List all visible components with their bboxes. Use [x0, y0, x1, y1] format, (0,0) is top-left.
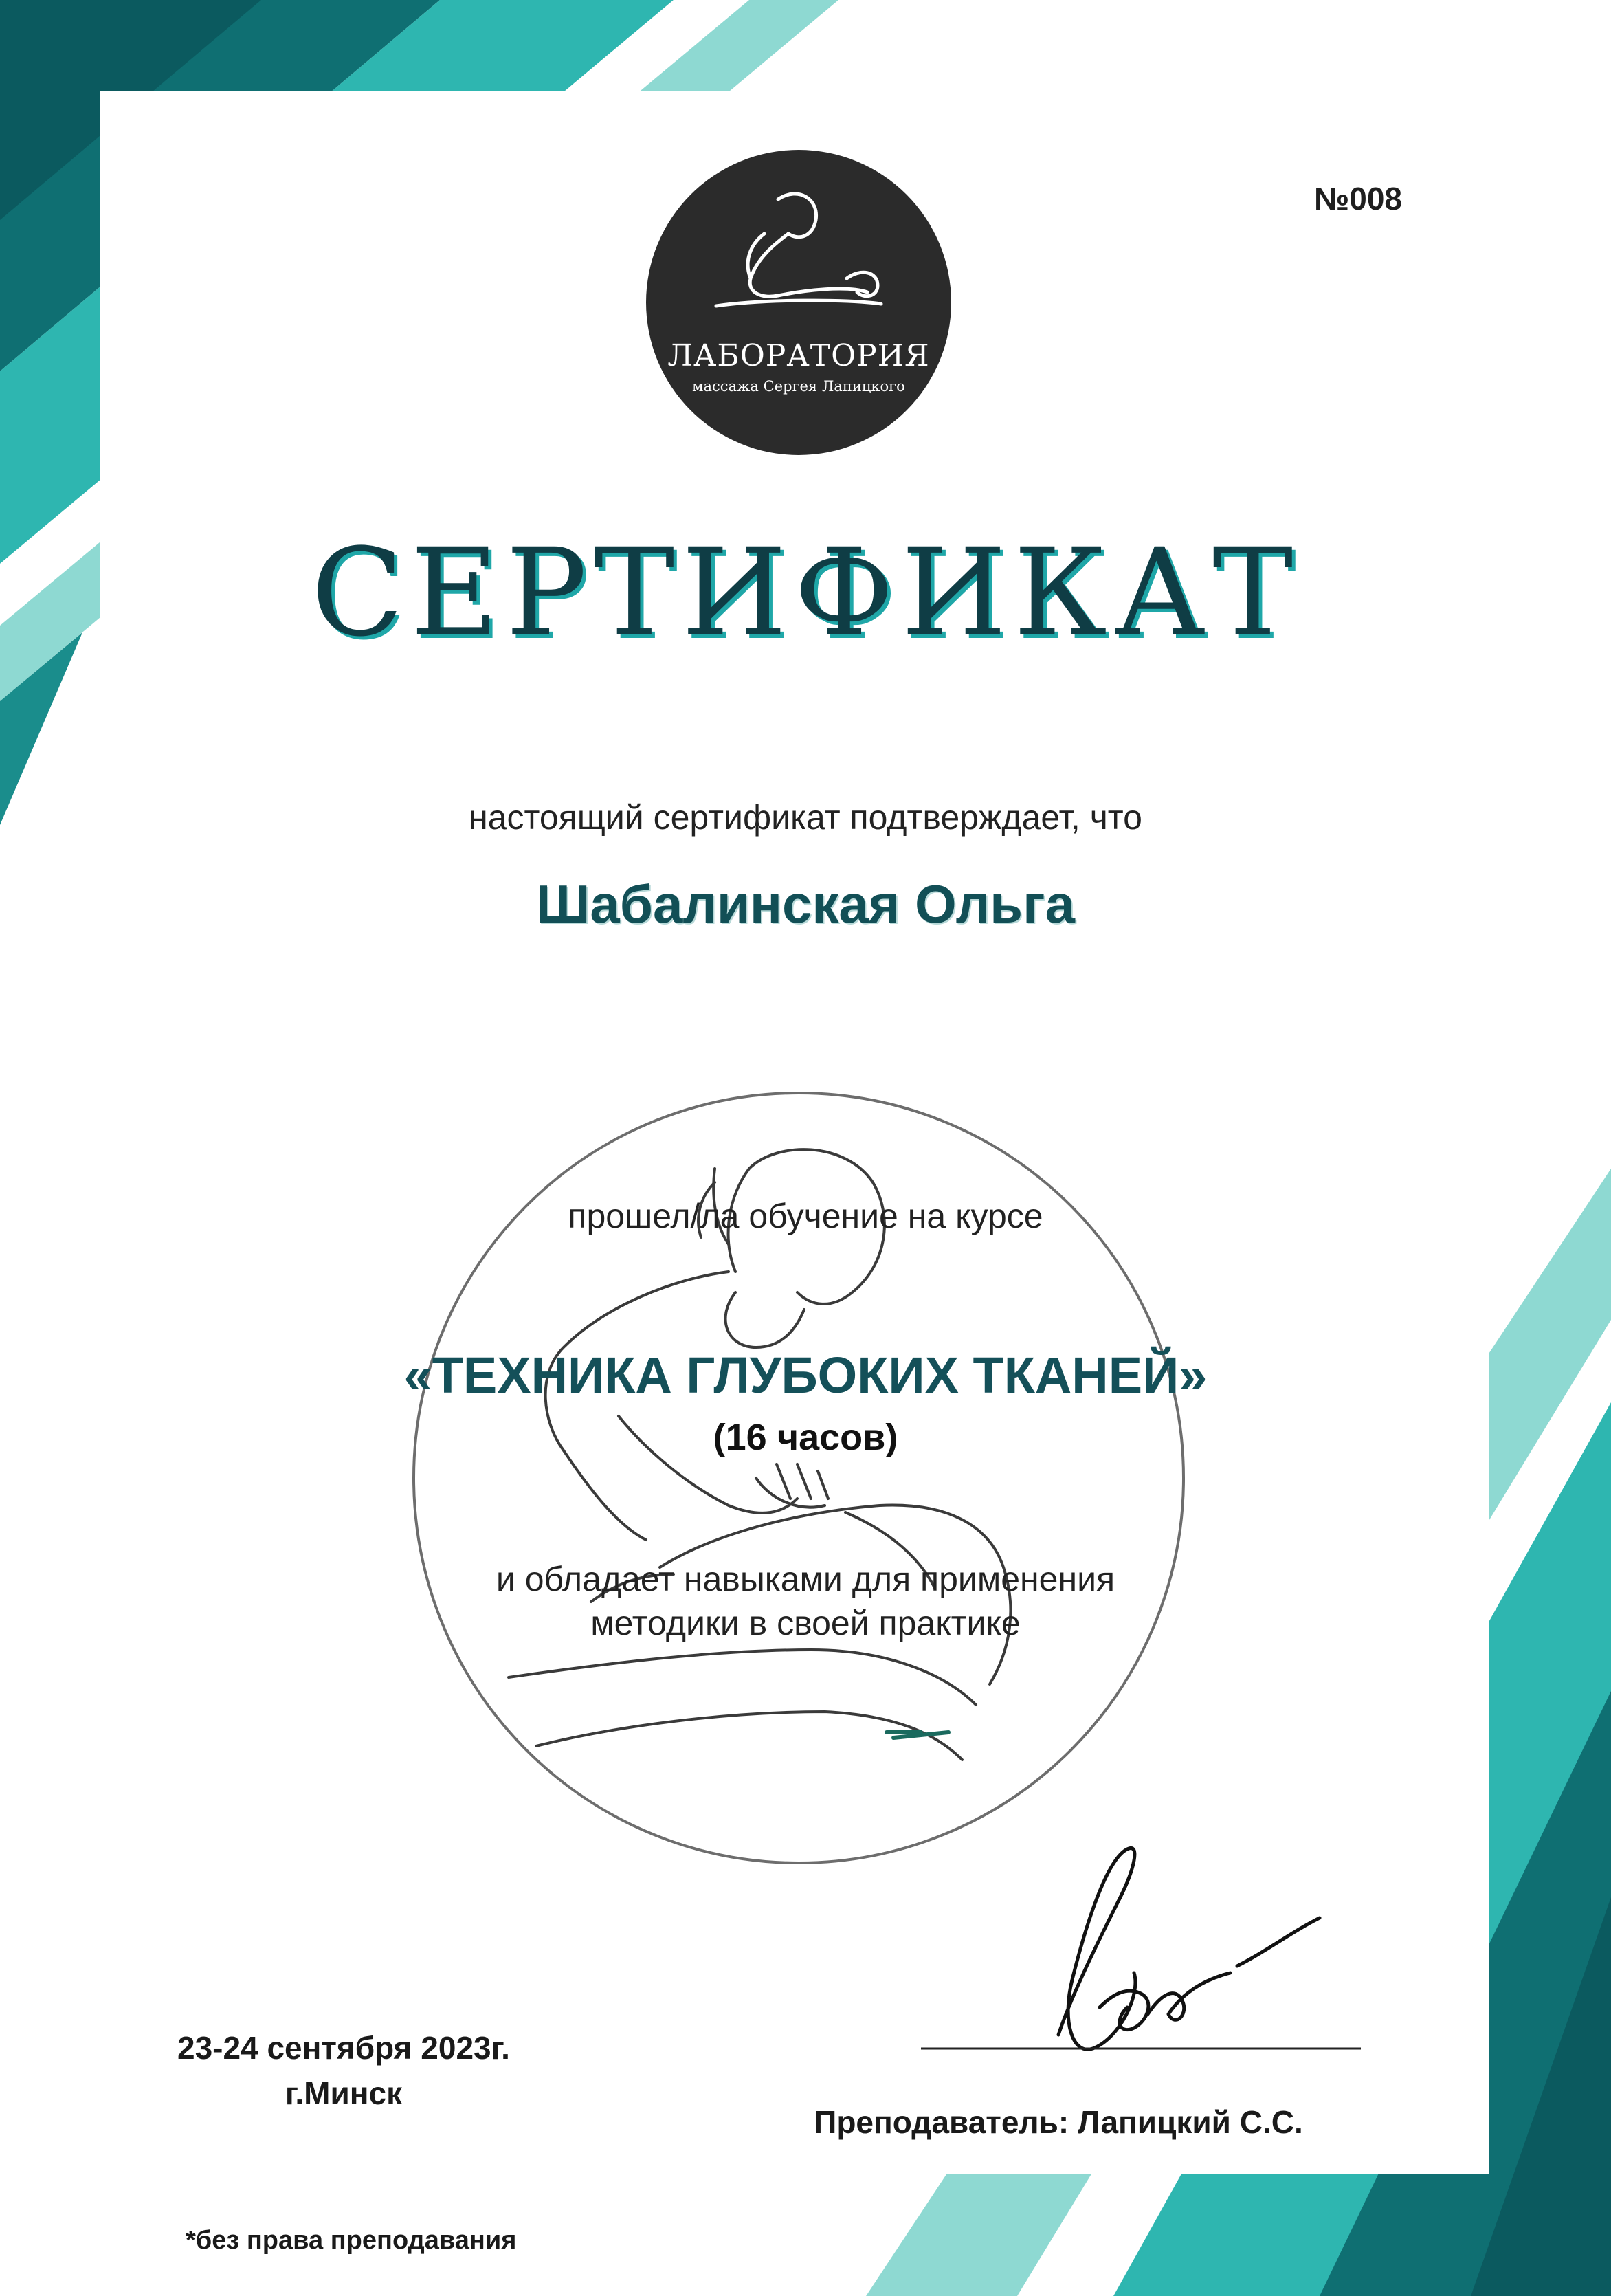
logo-brand: ЛАБОРАТОРИЯ — [667, 338, 930, 373]
certificate-title: СЕРТИФИКАТ — [311, 522, 1300, 663]
recipient-name: Шабалинская Ольга — [536, 874, 1075, 934]
skills-text-line-1: и обладает навыками для применения — [496, 1560, 1115, 1598]
logo — [641, 144, 957, 461]
logo-subtitle: массажа Сергея Лапицкого — [692, 378, 905, 395]
course-hours: (16 часов) — [713, 1417, 898, 1458]
intro-text: настоящий сертификат подтверждает, что — [469, 798, 1142, 837]
skills-text-line-2: методики в своей практике — [590, 1604, 1021, 1642]
course-intro-text: прошел/ла обучение на курсе — [568, 1197, 1043, 1235]
course-date: 23-24 сентября 2023г. — [177, 2030, 510, 2066]
teacher-name: Преподаватель: Лапицкий С.С. — [814, 2104, 1303, 2140]
footnote: *без права преподавания — [186, 2226, 517, 2255]
certificate-number: №008 — [1313, 181, 1402, 217]
course-name: «ТЕХНИКА ГЛУБОКИХ ТКАНЕЙ» — [403, 1347, 1208, 1404]
course-city: г.Минск — [285, 2075, 403, 2111]
